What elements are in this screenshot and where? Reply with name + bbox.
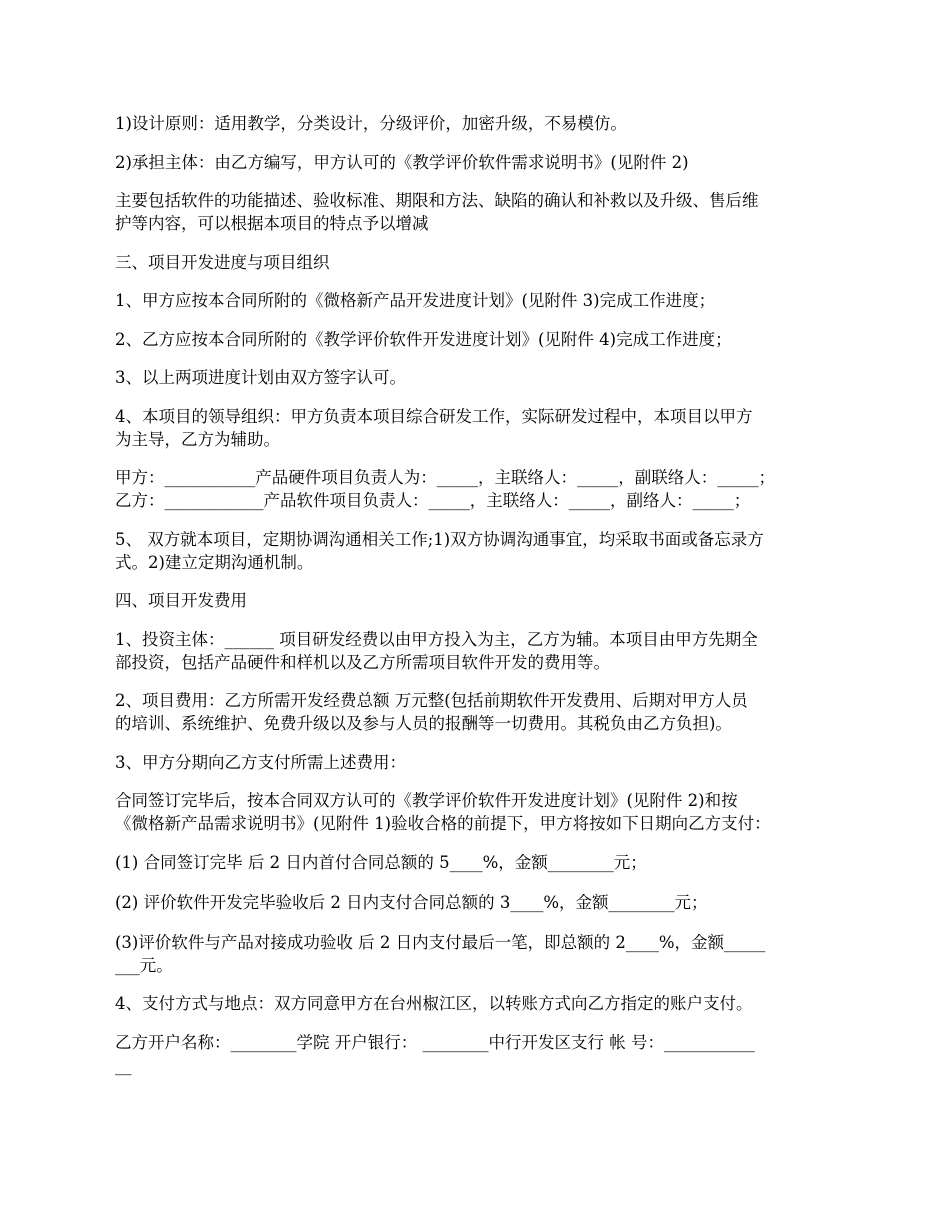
paragraph-payment-3: (3)评价软件与产品对接成功验收 后 2 日内支付最后一笔，即总额的 2____%，金额_____ ___元。 — [115, 932, 766, 975]
paragraph-payment-2: (2) 评价软件开发完毕验收后 2 日内支付合同总额的 3____%，金额________元； — [115, 892, 708, 912]
section-heading-fees: 四、项目开发费用 — [115, 591, 247, 610]
paragraph-responsible-party: 2)承担主体：由乙方编写，甲方认可的《教学评价软件需求说明书》(见附件 2) — [115, 152, 689, 172]
paragraph-fees-item-2: 2、项目费用：乙方所需开发经费总额 万元整(包括前期软件开发费用、后期对甲方人员 的培训、系统维护、免费升级以及参与人员的报酬等一切费用。其税负由乙方负担)。 — [115, 691, 748, 733]
paragraph-payment-1: (1) 合同签订完毕 后 2 日内首付合同总额的 5____%，金额________元； — [115, 852, 647, 872]
paragraph-fees-item-4: 4、支付方式与地点：双方同意甲方在台州椒江区，以转账方式向乙方指定的账户支付。 — [115, 994, 753, 1013]
document-page — [115, 112, 840, 1092]
paragraph-progress-item-1: 1、甲方应按本合同所附的《微格新产品开发进度计划》(见附件 3)完成工作进度； — [115, 291, 716, 310]
paragraph-spec-contents: 主要包括软件的功能描述、验收标准、期限和方法、缺陷的确认和补救以及升级、售后维 护等内容，可以根据本项目的特点予以增减 — [115, 191, 759, 233]
paragraph-payment-terms: 合同签订完毕后，按本合同双方认可的《教学评价软件开发进度计划》(见附件 2)和按 《微格新产品需求说明书》(见附件 1)验收合格的前提下，甲方将按如下日期向乙方支付： — [115, 791, 771, 833]
paragraph-progress-item-2: 2、乙方应按本合同所附的《教学评价软件开发进度计划》(见附件 4)完成工作进度； — [115, 329, 732, 349]
paragraph-progress-item-4: 4、本项目的领导组织：甲方负责本项目综合研发工作，实际研发过程中，本项目以甲方 为主导，乙方为辅助。 — [115, 406, 753, 449]
paragraph-fees-item-3: 3、甲方分期向乙方支付所需上述费用： — [115, 752, 406, 772]
section-heading-progress: 三、项目开发进度与项目组织 — [115, 252, 330, 272]
paragraph-design-principle: 1)设计原则：适用教学，分类设计，分级评价，加密升级，不易模仿。 — [115, 114, 627, 133]
paragraph-fees-item-1: 1、投资主体：______ 项目研发经费以由甲方投入为主，乙方为辅。本项目由甲方先期全 部投资，包括产品硬件和样机以及乙方所需项目软件开发的费用等。 — [115, 629, 758, 672]
paragraph-progress-item-3: 3、以上两项进度计划由双方签字认可。 — [115, 368, 406, 387]
paragraph-contacts: 甲方：___________产品硬件项目负责人为：_____，主联络人：_____，副联络人：_____； 乙方：____________产品软件项目负责人：_____，主联络人：_____，副络人：_____； — [115, 468, 775, 510]
paragraph-progress-item-5: 5、 双方就本项目，定期协调沟通相关工作;1)双方协调沟通事宜，均采取书面或备忘录方 式。2)建立定期沟通机制。 — [115, 529, 764, 572]
paragraph-bank-account: 乙方开户名称：________学院 开户银行： ________中行开发区支行 帐 号：___________ __ — [115, 1032, 755, 1075]
